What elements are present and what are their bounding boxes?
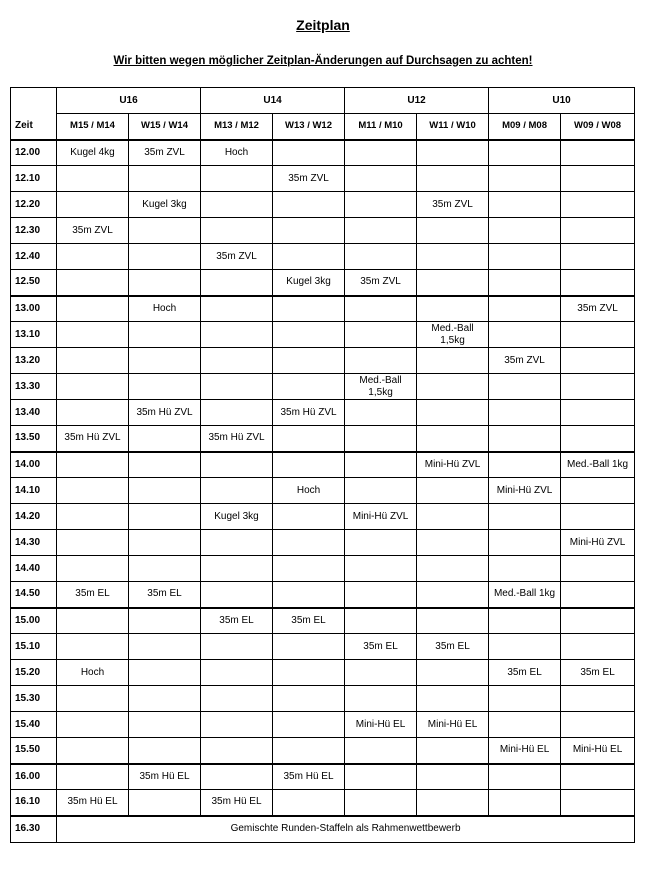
- event-cell: [129, 348, 201, 374]
- table-row: [11, 686, 635, 712]
- table-row: [11, 556, 635, 582]
- event-cell: [561, 244, 635, 270]
- event-cell: [273, 686, 345, 712]
- table-row: [11, 790, 635, 816]
- event-cell: [273, 452, 345, 478]
- event-cell: [561, 400, 635, 426]
- column-header: W15 / W14: [129, 114, 201, 140]
- event-cell: [561, 426, 635, 452]
- event-cell: [417, 582, 489, 608]
- event-cell: [489, 634, 561, 660]
- event-cell: [417, 556, 489, 582]
- table-row: [11, 374, 635, 400]
- event-cell: [489, 530, 561, 556]
- event-cell: [57, 270, 129, 296]
- event-cell: [57, 556, 129, 582]
- event-cell: [201, 270, 273, 296]
- event-cell: [57, 738, 129, 764]
- table-row: [11, 426, 635, 452]
- event-cell: [345, 426, 417, 452]
- time-cell: 13.50: [11, 426, 57, 452]
- time-cell: 13.40: [11, 400, 57, 426]
- event-cell: [417, 348, 489, 374]
- event-cell: [489, 166, 561, 192]
- group-header-u10: U10: [489, 88, 635, 114]
- event-cell: [417, 790, 489, 816]
- table-row: [11, 348, 635, 374]
- time-cell: 14.10: [11, 478, 57, 504]
- event-cell: Kugel 3kg: [129, 192, 201, 218]
- event-cell: [417, 608, 489, 634]
- table-row: [11, 452, 635, 478]
- event-cell: [417, 270, 489, 296]
- table-row: [11, 738, 635, 764]
- time-cell: 16.10: [11, 790, 57, 816]
- event-cell: [345, 218, 417, 244]
- event-cell: [201, 374, 273, 400]
- event-cell: Mini-Hü ZVL: [345, 504, 417, 530]
- event-cell: [201, 582, 273, 608]
- event-cell: [201, 712, 273, 738]
- event-cell: [57, 686, 129, 712]
- time-cell: 15.10: [11, 634, 57, 660]
- event-cell: [273, 140, 345, 166]
- column-header: M13 / M12: [201, 114, 273, 140]
- event-cell: [273, 296, 345, 322]
- event-cell: [345, 530, 417, 556]
- event-cell: Mini-Hü EL: [489, 738, 561, 764]
- event-cell: [345, 660, 417, 686]
- event-cell: [561, 192, 635, 218]
- footer-time: 16.30: [11, 816, 57, 843]
- event-cell: [345, 400, 417, 426]
- event-cell: [345, 296, 417, 322]
- event-cell: 35m Hü ZVL: [273, 400, 345, 426]
- event-cell: [273, 582, 345, 608]
- event-cell: [201, 634, 273, 660]
- time-cell: 13.10: [11, 322, 57, 348]
- event-cell: [561, 374, 635, 400]
- event-cell: [57, 296, 129, 322]
- event-cell: [345, 244, 417, 270]
- event-cell: [561, 790, 635, 816]
- event-cell: [273, 374, 345, 400]
- table-row: [11, 530, 635, 556]
- event-cell: Med.-Ball 1,5kg: [345, 374, 417, 400]
- event-cell: [417, 686, 489, 712]
- group-header-u14: U14: [201, 88, 345, 114]
- event-cell: [201, 218, 273, 244]
- event-cell: [129, 374, 201, 400]
- event-cell: Mini-Hü ZVL: [489, 478, 561, 504]
- event-cell: [489, 270, 561, 296]
- table-row: [11, 296, 635, 322]
- event-cell: [273, 218, 345, 244]
- event-cell: [489, 686, 561, 712]
- table-row: [11, 244, 635, 270]
- table-row: [11, 504, 635, 530]
- time-cell: 12.50: [11, 270, 57, 296]
- event-cell: [345, 582, 417, 608]
- time-cell: 12.10: [11, 166, 57, 192]
- event-cell: [57, 530, 129, 556]
- event-cell: [129, 218, 201, 244]
- event-cell: [57, 452, 129, 478]
- event-cell: [417, 400, 489, 426]
- column-header: M15 / M14: [57, 114, 129, 140]
- time-cell: 13.30: [11, 374, 57, 400]
- event-cell: [345, 322, 417, 348]
- table-row: [11, 270, 635, 296]
- event-cell: [561, 504, 635, 530]
- event-cell: 35m Hü ZVL: [129, 400, 201, 426]
- event-cell: [57, 764, 129, 790]
- event-cell: [201, 348, 273, 374]
- event-cell: [417, 166, 489, 192]
- table-row: [11, 582, 635, 608]
- event-cell: 35m Hü EL: [129, 764, 201, 790]
- event-cell: [489, 504, 561, 530]
- event-cell: 35m ZVL: [201, 244, 273, 270]
- event-cell: [417, 374, 489, 400]
- event-cell: 35m ZVL: [129, 140, 201, 166]
- time-cell: 15.40: [11, 712, 57, 738]
- event-cell: [561, 764, 635, 790]
- event-cell: [129, 426, 201, 452]
- event-cell: [129, 166, 201, 192]
- event-cell: [417, 426, 489, 452]
- event-cell: [57, 244, 129, 270]
- event-cell: [273, 556, 345, 582]
- column-header: M11 / M10: [345, 114, 417, 140]
- event-cell: [201, 166, 273, 192]
- table-row: [11, 608, 635, 634]
- event-cell: [345, 738, 417, 764]
- time-cell: 14.20: [11, 504, 57, 530]
- event-cell: [561, 348, 635, 374]
- time-cell: 14.30: [11, 530, 57, 556]
- event-cell: [201, 660, 273, 686]
- time-cell: 12.40: [11, 244, 57, 270]
- event-cell: [201, 686, 273, 712]
- event-cell: [273, 660, 345, 686]
- time-cell: 15.30: [11, 686, 57, 712]
- event-cell: [489, 192, 561, 218]
- event-cell: 35m Hü EL: [201, 790, 273, 816]
- event-cell: [57, 192, 129, 218]
- event-cell: Mini-Hü EL: [561, 738, 635, 764]
- event-cell: [57, 608, 129, 634]
- event-cell: 35m EL: [57, 582, 129, 608]
- event-cell: [489, 556, 561, 582]
- event-cell: [57, 634, 129, 660]
- event-cell: [273, 426, 345, 452]
- event-cell: [273, 192, 345, 218]
- time-cell: 14.50: [11, 582, 57, 608]
- event-cell: [561, 582, 635, 608]
- event-cell: [57, 478, 129, 504]
- event-cell: [129, 244, 201, 270]
- event-cell: [57, 504, 129, 530]
- schedule-body: [11, 140, 635, 816]
- event-cell: 35m ZVL: [417, 192, 489, 218]
- column-header: W13 / W12: [273, 114, 345, 140]
- event-cell: Kugel 3kg: [273, 270, 345, 296]
- event-cell: [561, 686, 635, 712]
- event-cell: [129, 530, 201, 556]
- event-cell: [561, 634, 635, 660]
- event-cell: [417, 660, 489, 686]
- event-cell: [129, 634, 201, 660]
- event-cell: Hoch: [273, 478, 345, 504]
- time-cell: 13.20: [11, 348, 57, 374]
- time-cell: 14.40: [11, 556, 57, 582]
- event-cell: 35m EL: [201, 608, 273, 634]
- time-cell: 16.00: [11, 764, 57, 790]
- event-cell: [417, 218, 489, 244]
- footer-row: [11, 816, 635, 843]
- zeit-header: Zeit: [11, 88, 57, 140]
- event-cell: [345, 608, 417, 634]
- event-cell: [345, 686, 417, 712]
- table-row: [11, 478, 635, 504]
- table-row: [11, 660, 635, 686]
- event-cell: 35m ZVL: [489, 348, 561, 374]
- event-cell: [489, 374, 561, 400]
- event-cell: [57, 712, 129, 738]
- event-cell: [57, 166, 129, 192]
- page-subtitle: Wir bitten wegen möglicher Zeitplan-Änderungen auf Durchsagen zu achten!: [113, 55, 533, 67]
- time-cell: 12.20: [11, 192, 57, 218]
- event-cell: [489, 218, 561, 244]
- event-cell: [417, 478, 489, 504]
- event-cell: 35m Hü EL: [273, 764, 345, 790]
- event-cell: 35m ZVL: [561, 296, 635, 322]
- event-cell: [561, 140, 635, 166]
- event-cell: [345, 452, 417, 478]
- event-cell: Kugel 3kg: [201, 504, 273, 530]
- event-cell: [273, 738, 345, 764]
- event-cell: [201, 764, 273, 790]
- event-cell: [561, 556, 635, 582]
- event-cell: [129, 504, 201, 530]
- event-cell: [129, 270, 201, 296]
- event-cell: [417, 140, 489, 166]
- event-cell: 35m EL: [417, 634, 489, 660]
- event-cell: [489, 764, 561, 790]
- event-cell: [273, 244, 345, 270]
- event-cell: [345, 790, 417, 816]
- event-cell: [345, 764, 417, 790]
- event-cell: [489, 426, 561, 452]
- time-cell: 13.00: [11, 296, 57, 322]
- event-cell: Mini-Hü ZVL: [561, 530, 635, 556]
- event-cell: 35m EL: [345, 634, 417, 660]
- event-cell: [129, 556, 201, 582]
- group-header-u12: U12: [345, 88, 489, 114]
- event-cell: [561, 712, 635, 738]
- event-cell: [129, 478, 201, 504]
- group-header-u16: U16: [57, 88, 201, 114]
- event-cell: [273, 712, 345, 738]
- event-cell: Mini-Hü ZVL: [417, 452, 489, 478]
- event-cell: [417, 738, 489, 764]
- event-cell: 35m Hü ZVL: [201, 426, 273, 452]
- event-cell: [273, 504, 345, 530]
- time-cell: 14.00: [11, 452, 57, 478]
- column-header: W11 / W10: [417, 114, 489, 140]
- event-cell: 35m ZVL: [345, 270, 417, 296]
- event-cell: [417, 764, 489, 790]
- table-row: [11, 634, 635, 660]
- table-row: [11, 140, 635, 166]
- table-row: [11, 322, 635, 348]
- event-cell: [345, 478, 417, 504]
- event-cell: [561, 166, 635, 192]
- event-cell: 35m ZVL: [57, 218, 129, 244]
- event-cell: [129, 686, 201, 712]
- event-cell: [201, 400, 273, 426]
- event-cell: [201, 478, 273, 504]
- table-row: [11, 192, 635, 218]
- event-cell: 35m EL: [129, 582, 201, 608]
- event-cell: Hoch: [201, 140, 273, 166]
- event-cell: [417, 504, 489, 530]
- event-cell: [273, 530, 345, 556]
- event-cell: [561, 218, 635, 244]
- event-cell: [561, 478, 635, 504]
- event-cell: [201, 192, 273, 218]
- event-cell: [489, 322, 561, 348]
- event-cell: [129, 660, 201, 686]
- event-cell: [129, 608, 201, 634]
- event-cell: [57, 348, 129, 374]
- table-row: [11, 764, 635, 790]
- column-header: W09 / W08: [561, 114, 635, 140]
- event-cell: [57, 400, 129, 426]
- column-header: M09 / M08: [489, 114, 561, 140]
- footer-text: Gemischte Runden-Staffeln als Rahmenwettbewerb: [57, 816, 635, 843]
- event-cell: [201, 738, 273, 764]
- time-cell: 15.00: [11, 608, 57, 634]
- event-cell: [489, 296, 561, 322]
- event-cell: [273, 790, 345, 816]
- event-cell: [561, 608, 635, 634]
- event-cell: 35m EL: [489, 660, 561, 686]
- event-cell: [345, 348, 417, 374]
- event-cell: [417, 244, 489, 270]
- event-cell: [489, 400, 561, 426]
- event-cell: [129, 712, 201, 738]
- event-cell: Mini-Hü EL: [345, 712, 417, 738]
- time-cell: 15.20: [11, 660, 57, 686]
- event-cell: Kugel 4kg: [57, 140, 129, 166]
- event-cell: [345, 166, 417, 192]
- event-cell: Hoch: [57, 660, 129, 686]
- event-cell: [417, 296, 489, 322]
- event-cell: [489, 790, 561, 816]
- table-row: [11, 400, 635, 426]
- time-cell: 15.50: [11, 738, 57, 764]
- time-cell: 12.00: [11, 140, 57, 166]
- event-cell: 35m EL: [273, 608, 345, 634]
- event-cell: [273, 634, 345, 660]
- event-cell: [57, 322, 129, 348]
- schedule-table: [10, 87, 635, 843]
- event-cell: [201, 296, 273, 322]
- table-row: [11, 166, 635, 192]
- event-cell: [345, 556, 417, 582]
- event-cell: [273, 322, 345, 348]
- event-cell: [561, 322, 635, 348]
- table-row: [11, 712, 635, 738]
- event-cell: [489, 712, 561, 738]
- event-cell: [561, 270, 635, 296]
- event-cell: Hoch: [129, 296, 201, 322]
- event-cell: [129, 790, 201, 816]
- event-cell: [201, 452, 273, 478]
- event-cell: [57, 374, 129, 400]
- page-title: Zeitplan: [296, 17, 350, 33]
- event-cell: [201, 322, 273, 348]
- event-cell: [489, 140, 561, 166]
- event-cell: Med.-Ball 1,5kg: [417, 322, 489, 348]
- event-cell: [345, 192, 417, 218]
- event-cell: Mini-Hü EL: [417, 712, 489, 738]
- event-cell: [129, 322, 201, 348]
- event-cell: 35m ZVL: [273, 166, 345, 192]
- event-cell: 35m EL: [561, 660, 635, 686]
- event-cell: [489, 452, 561, 478]
- table-row: [11, 218, 635, 244]
- event-cell: [273, 348, 345, 374]
- event-cell: [129, 452, 201, 478]
- event-cell: [201, 556, 273, 582]
- event-cell: [489, 608, 561, 634]
- event-cell: 35m Hü EL: [57, 790, 129, 816]
- event-cell: 35m Hü ZVL: [57, 426, 129, 452]
- event-cell: [417, 530, 489, 556]
- event-cell: [345, 140, 417, 166]
- event-cell: Med.-Ball 1kg: [489, 582, 561, 608]
- event-cell: [129, 738, 201, 764]
- time-cell: 12.30: [11, 218, 57, 244]
- event-cell: [201, 530, 273, 556]
- event-cell: [489, 244, 561, 270]
- event-cell: Med.-Ball 1kg: [561, 452, 635, 478]
